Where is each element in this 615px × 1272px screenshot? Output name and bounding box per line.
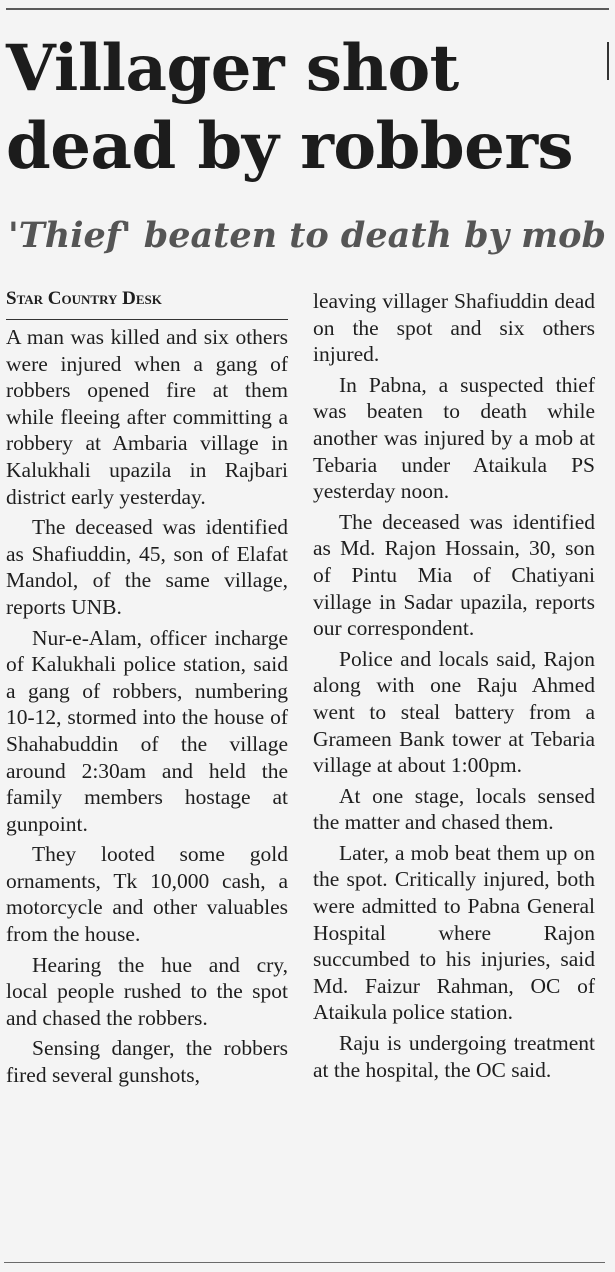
- paragraph: Sensing danger, the robbers fired several gunshots,: [6, 1036, 288, 1088]
- right-column: [313, 288, 595, 1083]
- paragraph: Raju is undergoing treatment at the hospital, the OC said.: [313, 1031, 595, 1082]
- paragraph: Nur-e-Alam, officer incharge of Kalukhali police station, said a gang of robbers, numbering 10-12, stormed into the house of Shahabuddin of the village around 2:30am and held the family members hostage at gunpoint.: [6, 625, 288, 836]
- page-edge: [607, 42, 609, 80]
- paragraph: In Pabna, a suspected thief was beaten to death while another was injured by a mob at Tebaria under Ataikula PS yesterday noon.: [313, 372, 595, 504]
- byline: Star Country Desk: [6, 288, 288, 320]
- paragraph: At one stage, locals sensed the matter and chased them.: [313, 783, 595, 835]
- paragraph: Hearing the hue and cry, local people rushed to the spot and chased the robbers.: [6, 952, 288, 1030]
- paragraph: The deceased was identified as Md. Rajon Hossain, 30, son of Pintu Mia of Chatiyani village in Sadar upazila, reports our correspondent.: [313, 509, 595, 641]
- kicker-subheadline: 'Thief' beaten to death by mob: [8, 215, 606, 256]
- headline: Villager shot dead by robbers: [6, 31, 574, 184]
- paragraph: They looted some gold ornaments, Tk 10,000 cash, a motorcycle and other valuables from the house.: [6, 842, 288, 947]
- bottom-rule: [4, 1262, 605, 1263]
- paragraph: A man was killed and six others were injured when a gang of robbers opened fire at them while fleeing after committing a robbery at Ambaria village in Kalukhali upazila in Rajbari district early yesterday.: [6, 325, 288, 509]
- paragraph: The deceased was identified as Shafiuddin, 45, son of Elafat Mandol, of the same village, reports UNB.: [6, 515, 288, 619]
- paragraph: leaving villager Shafiuddin dead on the spot and six others injured.: [313, 289, 595, 367]
- top-rule: [6, 8, 609, 10]
- paragraph: Later, a mob beat them up on the spot. Critically injured, both were admitted to Pabna General Hospital where Rajon succumbed to his injuries, said Md. Faizur Rahman, OC of Ataikula police station.: [313, 840, 595, 1025]
- paragraph: Police and locals said, Rajon along with one Raju Ahmed went to steal battery from a Grameen Bank tower at Tebaria village at about 1:00pm.: [313, 646, 595, 778]
- left-column: [6, 288, 288, 1089]
